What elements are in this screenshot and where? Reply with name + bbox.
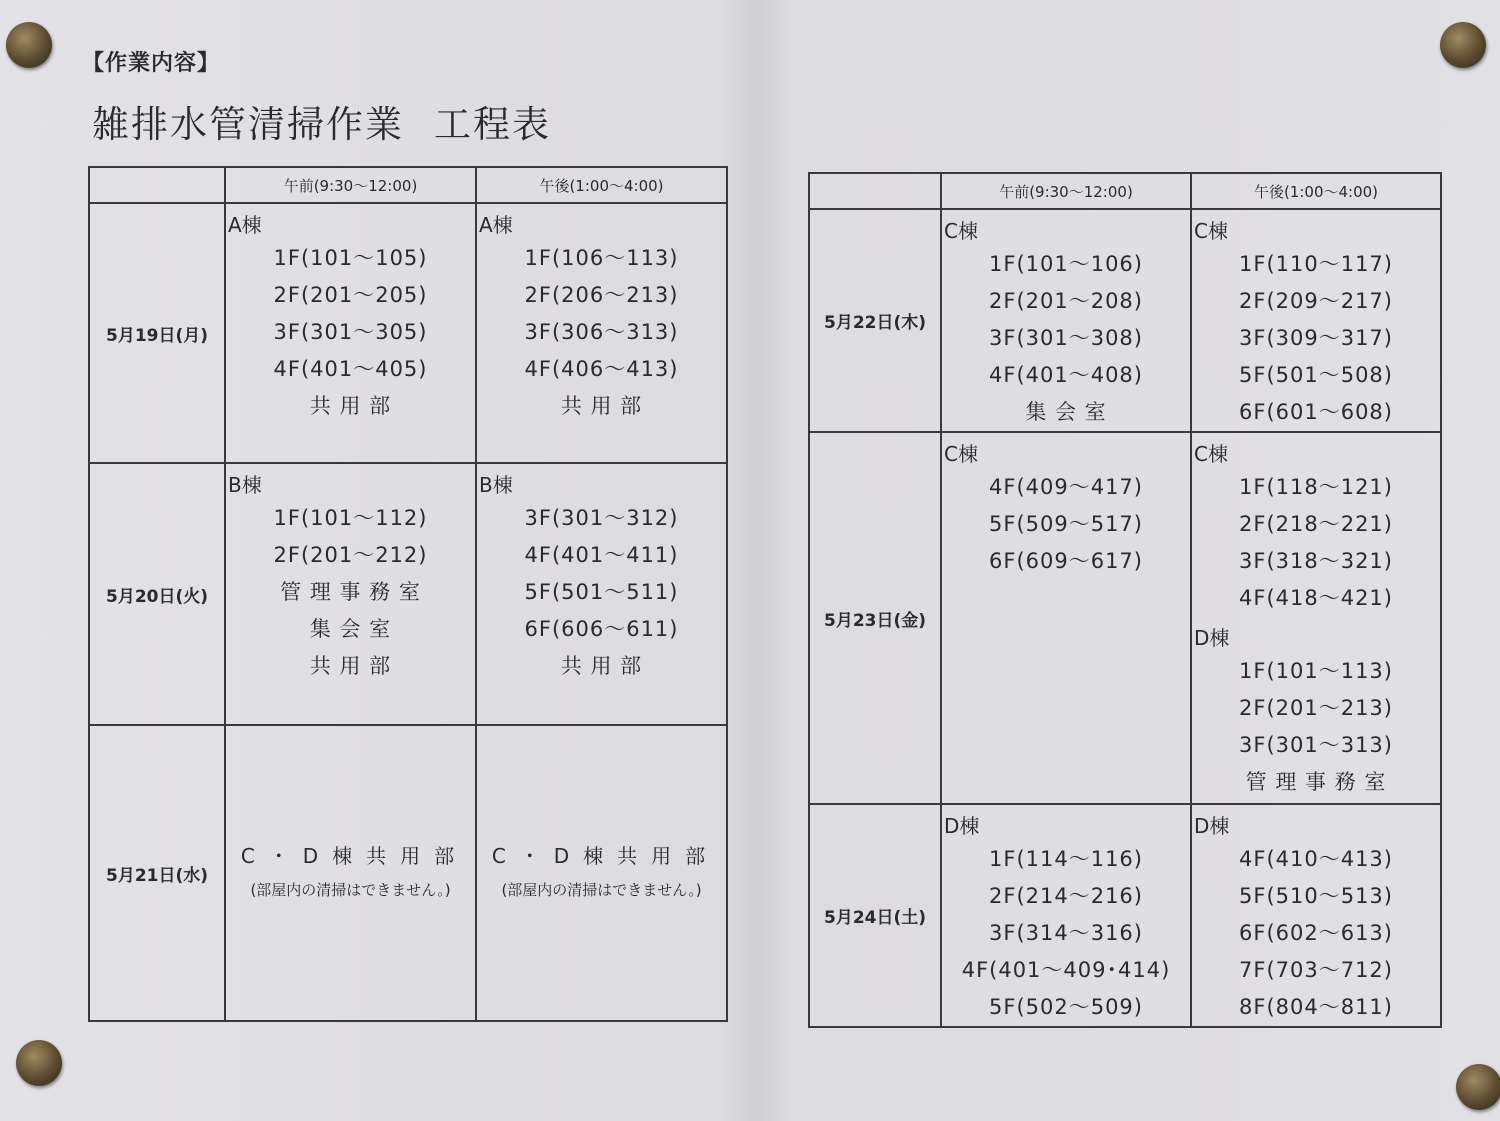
day-label: 5月21日(水) <box>89 725 225 1021</box>
day-label: 5月19日(月) <box>89 203 225 463</box>
floor-range: 6F(601～608) <box>1239 400 1393 424</box>
floor-range: 3F(309～317) <box>1239 326 1393 350</box>
pm-slot <box>476 203 727 463</box>
floor-range: 1F(110～117) <box>1239 252 1393 276</box>
pushpin-icon <box>16 1040 62 1086</box>
floor-range: 5F(509～517) <box>989 512 1143 536</box>
area-label: 管 理 事 務 室 <box>1245 770 1387 794</box>
am-slot <box>225 463 476 725</box>
floor-range: 5F(502～509) <box>989 995 1143 1019</box>
schedule-table-left <box>88 166 728 1022</box>
floor-range: 3F(306～313) <box>524 320 679 344</box>
common-area-subnote: (部屋内の清掃はできません。) <box>501 881 702 899</box>
floor-range: 2F(206～213) <box>524 283 679 307</box>
building-label: C棟 <box>1194 219 1228 243</box>
floor-range: 6F(609～617) <box>989 549 1143 573</box>
am-slot <box>225 203 476 463</box>
building-label: D棟 <box>944 814 980 838</box>
floor-range: 5F(501～511) <box>524 580 679 604</box>
floor-range: 3F(314～316) <box>989 921 1143 945</box>
floor-range: 3F(301～308) <box>989 326 1143 350</box>
floor-range: 5F(510～513) <box>1239 884 1393 908</box>
am-header: 午前(9:30～12:00) <box>941 173 1191 209</box>
building-label: C棟 <box>944 219 978 243</box>
am-header: 午前(9:30～12:00) <box>225 167 476 203</box>
am-slot <box>941 209 1191 432</box>
floor-range: 1F(106～113) <box>524 246 679 270</box>
day-label: 5月22日(木) <box>809 209 941 432</box>
floor-range: 2F(214～216) <box>989 884 1143 908</box>
floor-range: 3F(301～313) <box>1239 733 1393 757</box>
common-area-subnote: (部屋内の清掃はできません。) <box>250 881 451 899</box>
pm-slot <box>1191 432 1441 804</box>
pm-slot <box>476 463 727 725</box>
corner-header <box>89 167 225 203</box>
building-label: C棟 <box>944 442 978 466</box>
floor-range: 4F(401～409･414) <box>961 958 1171 982</box>
floor-range: 1F(101～106) <box>989 252 1143 276</box>
floor-range: 2F(201～208) <box>989 289 1143 313</box>
pm-header: 午後(1:00～4:00) <box>1191 173 1441 209</box>
floor-range: 7F(703～712) <box>1239 958 1393 982</box>
floor-range: 4F(409～417) <box>989 475 1143 499</box>
corner-header <box>809 173 941 209</box>
area-label: 集 会 室 <box>1025 400 1107 424</box>
area-label: 管 理 事 務 室 <box>280 580 421 604</box>
floor-range: 2F(201～212) <box>273 543 428 567</box>
floor-range: 2F(209～217) <box>1239 289 1393 313</box>
floor-range: 4F(410～413) <box>1239 847 1393 871</box>
schedule-table-right <box>808 172 1442 1028</box>
building-label: B棟 <box>228 473 262 497</box>
floor-range: 3F(301～312) <box>524 506 679 530</box>
pushpin-icon <box>6 22 52 68</box>
day-label: 5月20日(火) <box>89 463 225 725</box>
floor-range: 6F(602～613) <box>1239 921 1393 945</box>
building-label: A棟 <box>479 213 513 237</box>
building-label: A棟 <box>228 213 262 237</box>
title-sub: 工程表 <box>434 103 551 146</box>
am-slot <box>941 432 1191 804</box>
building-label: D棟 <box>1194 626 1230 650</box>
day-label: 5月23日(金) <box>809 432 941 804</box>
floor-range: 2F(201～205) <box>273 283 428 307</box>
floor-range: 1F(101～112) <box>273 506 428 530</box>
floor-range: 3F(301～305) <box>273 320 428 344</box>
pushpin-icon <box>1440 22 1486 68</box>
title-main: 雑排水管清掃作業 <box>92 103 404 146</box>
pm-slot <box>1191 804 1441 1027</box>
common-area-note: C・D棟共用部 <box>240 844 469 868</box>
area-label: 共 用 部 <box>560 394 643 418</box>
floor-range: 2F(201～213) <box>1239 696 1393 720</box>
area-label: 共 用 部 <box>560 654 643 678</box>
day-label: 5月24日(土) <box>809 804 941 1027</box>
building-label: B棟 <box>479 473 513 497</box>
floor-range: 4F(401～408) <box>989 363 1143 387</box>
floor-range: 8F(804～811) <box>1239 995 1393 1019</box>
floor-range: 4F(401～411) <box>524 543 679 567</box>
page-title <box>92 94 551 148</box>
pm-slot <box>476 725 727 1021</box>
building-label: D棟 <box>1194 814 1230 838</box>
floor-range: 1F(114～116) <box>989 847 1143 871</box>
floor-range: 6F(606～611) <box>524 617 679 641</box>
pm-header: 午後(1:00～4:00) <box>476 167 727 203</box>
floor-range: 4F(418～421) <box>1239 586 1393 610</box>
area-label: 共 用 部 <box>309 654 392 678</box>
am-slot <box>941 804 1191 1027</box>
floor-range: 1F(101～105) <box>273 246 428 270</box>
floor-range: 3F(318～321) <box>1239 549 1393 573</box>
floor-range: 2F(218～221) <box>1239 512 1393 536</box>
am-slot <box>225 725 476 1021</box>
floor-range: 4F(401～405) <box>273 357 428 381</box>
floor-range: 1F(118～121) <box>1239 475 1393 499</box>
floor-range: 4F(406～413) <box>524 357 679 381</box>
pm-slot <box>1191 209 1441 432</box>
section-label: 【作業内容】 <box>82 51 221 76</box>
area-label: 集 会 室 <box>309 617 392 641</box>
building-label: C棟 <box>1194 442 1228 466</box>
common-area-note: C・D棟共用部 <box>491 844 720 868</box>
area-label: 共 用 部 <box>309 394 392 418</box>
pushpin-icon <box>1456 1064 1500 1110</box>
floor-range: 1F(101～113) <box>1239 659 1393 683</box>
floor-range: 5F(501～508) <box>1239 363 1393 387</box>
